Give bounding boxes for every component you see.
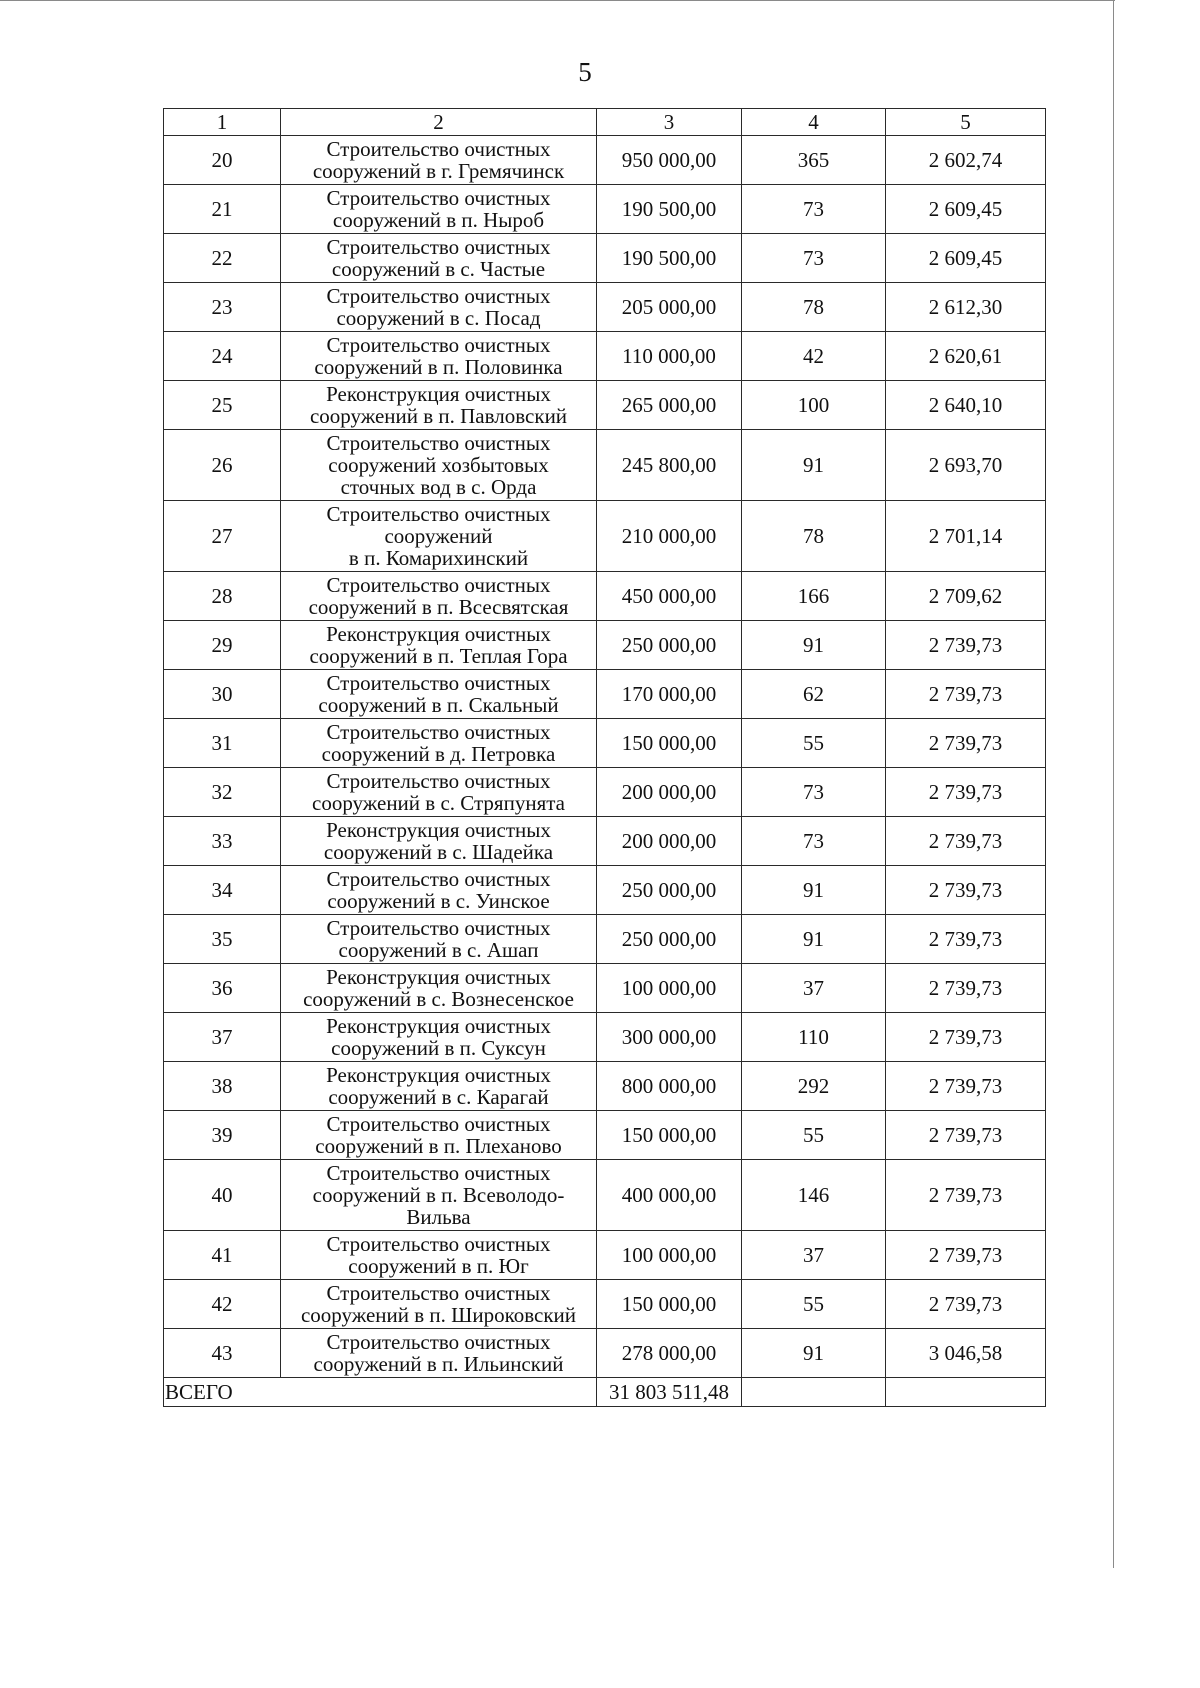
row-number-cell: 36 bbox=[164, 964, 281, 1013]
object-name-cell: Реконструкция очистных сооружений в п. Теплая Гора bbox=[281, 621, 597, 670]
column-5-value-cell: 2 701,14 bbox=[886, 501, 1046, 572]
total-row bbox=[164, 1378, 1046, 1407]
row-number-cell: 24 bbox=[164, 332, 281, 381]
column-3-value-cell: 150 000,00 bbox=[597, 1280, 742, 1329]
column-5-value-cell: 2 739,73 bbox=[886, 621, 1046, 670]
scan-edge-top bbox=[0, 0, 1115, 1]
column-5-value-cell: 2 739,73 bbox=[886, 1111, 1046, 1160]
object-name-cell: Строительство очистных сооружений в п. Юг bbox=[281, 1231, 597, 1280]
total-column-4-value bbox=[742, 1378, 886, 1407]
object-name-cell: Строительство очистных сооружений в с. Уинское bbox=[281, 866, 597, 915]
header-cell-2: 2 bbox=[281, 109, 597, 136]
row-number-cell: 23 bbox=[164, 283, 281, 332]
object-name-cell: Реконструкция очистных сооружений в с. Карагай bbox=[281, 1062, 597, 1111]
table-row bbox=[164, 1111, 1046, 1160]
row-number-cell: 39 bbox=[164, 1111, 281, 1160]
column-5-value-cell: 2 709,62 bbox=[886, 572, 1046, 621]
column-5-value-cell: 2 739,73 bbox=[886, 768, 1046, 817]
header-cell-1: 1 bbox=[164, 109, 281, 136]
column-4-value-cell: 73 bbox=[742, 768, 886, 817]
row-number-cell: 20 bbox=[164, 136, 281, 185]
row-number-cell: 28 bbox=[164, 572, 281, 621]
row-number-cell: 30 bbox=[164, 670, 281, 719]
column-3-value-cell: 950 000,00 bbox=[597, 136, 742, 185]
column-4-value-cell: 55 bbox=[742, 1111, 886, 1160]
column-3-value-cell: 250 000,00 bbox=[597, 915, 742, 964]
table-row bbox=[164, 136, 1046, 185]
column-4-value-cell: 292 bbox=[742, 1062, 886, 1111]
column-3-value-cell: 100 000,00 bbox=[597, 1231, 742, 1280]
column-4-value-cell: 73 bbox=[742, 234, 886, 283]
table-row bbox=[164, 1280, 1046, 1329]
column-4-value-cell: 78 bbox=[742, 501, 886, 572]
table-header-row bbox=[164, 109, 1046, 136]
object-name-cell: Реконструкция очистных сооружений в с. Вознесенское bbox=[281, 964, 597, 1013]
column-3-value-cell: 205 000,00 bbox=[597, 283, 742, 332]
table-row bbox=[164, 915, 1046, 964]
object-name-cell: Строительство очистных сооружений в п. Половинка bbox=[281, 332, 597, 381]
object-name-cell: Строительство очистных сооружений в п. Широковский bbox=[281, 1280, 597, 1329]
total-column-5-value bbox=[886, 1378, 1046, 1407]
table-row bbox=[164, 817, 1046, 866]
column-5-value-cell: 2 739,73 bbox=[886, 817, 1046, 866]
table-row bbox=[164, 866, 1046, 915]
row-number-cell: 40 bbox=[164, 1160, 281, 1231]
column-5-value-cell: 2 739,73 bbox=[886, 1231, 1046, 1280]
row-number-cell: 27 bbox=[164, 501, 281, 572]
column-5-value-cell: 2 739,73 bbox=[886, 915, 1046, 964]
row-number-cell: 41 bbox=[164, 1231, 281, 1280]
column-5-value-cell: 2 739,73 bbox=[886, 1062, 1046, 1111]
total-label: ВСЕГО bbox=[164, 1378, 597, 1407]
column-5-value-cell: 2 739,73 bbox=[886, 1013, 1046, 1062]
object-name-cell: Строительство очистных сооружений в п. Плеханово bbox=[281, 1111, 597, 1160]
column-5-value-cell: 3 046,58 bbox=[886, 1329, 1046, 1378]
table-row bbox=[164, 234, 1046, 283]
column-4-value-cell: 166 bbox=[742, 572, 886, 621]
column-4-value-cell: 73 bbox=[742, 185, 886, 234]
column-4-value-cell: 78 bbox=[742, 283, 886, 332]
header-cell-3: 3 bbox=[597, 109, 742, 136]
column-3-value-cell: 250 000,00 bbox=[597, 866, 742, 915]
object-name-cell: Реконструкция очистных сооружений в п. Суксун bbox=[281, 1013, 597, 1062]
row-number-cell: 43 bbox=[164, 1329, 281, 1378]
column-3-value-cell: 265 000,00 bbox=[597, 381, 742, 430]
column-5-value-cell: 2 739,73 bbox=[886, 670, 1046, 719]
row-number-cell: 31 bbox=[164, 719, 281, 768]
table-row bbox=[164, 719, 1046, 768]
column-5-value-cell: 2 609,45 bbox=[886, 234, 1046, 283]
column-3-value-cell: 400 000,00 bbox=[597, 1160, 742, 1231]
column-4-value-cell: 365 bbox=[742, 136, 886, 185]
column-3-value-cell: 110 000,00 bbox=[597, 332, 742, 381]
object-name-cell: Строительство очистных сооружений в п. Комарихинский bbox=[281, 501, 597, 572]
row-number-cell: 38 bbox=[164, 1062, 281, 1111]
table-row bbox=[164, 332, 1046, 381]
total-column-3-value: 31 803 511,48 bbox=[597, 1378, 742, 1407]
column-5-value-cell: 2 739,73 bbox=[886, 964, 1046, 1013]
column-5-value-cell: 2 739,73 bbox=[886, 1160, 1046, 1231]
column-4-value-cell: 62 bbox=[742, 670, 886, 719]
table-row bbox=[164, 283, 1046, 332]
column-4-value-cell: 100 bbox=[742, 381, 886, 430]
table-row bbox=[164, 1329, 1046, 1378]
column-3-value-cell: 190 500,00 bbox=[597, 234, 742, 283]
object-name-cell: Строительство очистных сооружений в п. Ныроб bbox=[281, 185, 597, 234]
row-number-cell: 42 bbox=[164, 1280, 281, 1329]
column-4-value-cell: 91 bbox=[742, 621, 886, 670]
column-4-value-cell: 73 bbox=[742, 817, 886, 866]
row-number-cell: 22 bbox=[164, 234, 281, 283]
column-3-value-cell: 100 000,00 bbox=[597, 964, 742, 1013]
column-3-value-cell: 150 000,00 bbox=[597, 719, 742, 768]
column-3-value-cell: 170 000,00 bbox=[597, 670, 742, 719]
column-4-value-cell: 91 bbox=[742, 430, 886, 501]
object-name-cell: Реконструкция очистных сооружений в с. Шадейка bbox=[281, 817, 597, 866]
column-5-value-cell: 2 620,61 bbox=[886, 332, 1046, 381]
table-row bbox=[164, 621, 1046, 670]
object-name-cell: Строительство очистных сооружений в с. Ашап bbox=[281, 915, 597, 964]
table-row bbox=[164, 572, 1046, 621]
table-row bbox=[164, 768, 1046, 817]
table-row bbox=[164, 964, 1046, 1013]
column-4-value-cell: 37 bbox=[742, 964, 886, 1013]
column-4-value-cell: 55 bbox=[742, 719, 886, 768]
object-name-cell: Строительство очистных сооружений хозбытовых сточных вод в с. Орда bbox=[281, 430, 597, 501]
row-number-cell: 35 bbox=[164, 915, 281, 964]
object-name-cell: Строительство очистных сооружений в п. Всеволодо- Вильва bbox=[281, 1160, 597, 1231]
row-number-cell: 25 bbox=[164, 381, 281, 430]
column-4-value-cell: 91 bbox=[742, 866, 886, 915]
column-3-value-cell: 200 000,00 bbox=[597, 817, 742, 866]
header-cell-4: 4 bbox=[742, 109, 886, 136]
column-5-value-cell: 2 612,30 bbox=[886, 283, 1046, 332]
column-4-value-cell: 42 bbox=[742, 332, 886, 381]
column-5-value-cell: 2 739,73 bbox=[886, 1280, 1046, 1329]
object-name-cell: Строительство очистных сооружений в п. Всесвятская bbox=[281, 572, 597, 621]
row-number-cell: 21 bbox=[164, 185, 281, 234]
column-5-value-cell: 2 640,10 bbox=[886, 381, 1046, 430]
object-name-cell: Строительство очистных сооружений в п. Ильинский bbox=[281, 1329, 597, 1378]
table-row bbox=[164, 381, 1046, 430]
column-4-value-cell: 110 bbox=[742, 1013, 886, 1062]
column-3-value-cell: 300 000,00 bbox=[597, 1013, 742, 1062]
table-row bbox=[164, 185, 1046, 234]
column-3-value-cell: 278 000,00 bbox=[597, 1329, 742, 1378]
column-4-value-cell: 55 bbox=[742, 1280, 886, 1329]
column-5-value-cell: 2 739,73 bbox=[886, 719, 1046, 768]
column-4-value-cell: 91 bbox=[742, 915, 886, 964]
object-name-cell: Реконструкция очистных сооружений в п. Павловский bbox=[281, 381, 597, 430]
column-4-value-cell: 37 bbox=[742, 1231, 886, 1280]
table-row bbox=[164, 430, 1046, 501]
column-5-value-cell: 2 609,45 bbox=[886, 185, 1046, 234]
row-number-cell: 37 bbox=[164, 1013, 281, 1062]
page-number: 5 bbox=[578, 57, 592, 87]
column-3-value-cell: 800 000,00 bbox=[597, 1062, 742, 1111]
table-row bbox=[164, 1160, 1046, 1231]
column-3-value-cell: 200 000,00 bbox=[597, 768, 742, 817]
table-row bbox=[164, 1013, 1046, 1062]
column-3-value-cell: 150 000,00 bbox=[597, 1111, 742, 1160]
table-row bbox=[164, 670, 1046, 719]
table-body bbox=[164, 109, 1046, 1407]
row-number-cell: 33 bbox=[164, 817, 281, 866]
column-3-value-cell: 190 500,00 bbox=[597, 185, 742, 234]
row-number-cell: 34 bbox=[164, 866, 281, 915]
column-5-value-cell: 2 602,74 bbox=[886, 136, 1046, 185]
object-name-cell: Строительство очистных сооружений в г. Гремячинск bbox=[281, 136, 597, 185]
table-row bbox=[164, 1231, 1046, 1280]
column-3-value-cell: 210 000,00 bbox=[597, 501, 742, 572]
column-3-value-cell: 250 000,00 bbox=[597, 621, 742, 670]
column-4-value-cell: 146 bbox=[742, 1160, 886, 1231]
row-number-cell: 29 bbox=[164, 621, 281, 670]
column-5-value-cell: 2 739,73 bbox=[886, 866, 1046, 915]
column-3-value-cell: 245 800,00 bbox=[597, 430, 742, 501]
row-number-cell: 32 bbox=[164, 768, 281, 817]
object-name-cell: Строительство очистных сооружений в с. Посад bbox=[281, 283, 597, 332]
header-cell-5: 5 bbox=[886, 109, 1046, 136]
object-name-cell: Строительство очистных сооружений в с. Частые bbox=[281, 234, 597, 283]
table-row bbox=[164, 1062, 1046, 1111]
object-name-cell: Строительство очистных сооружений в с. Стряпунята bbox=[281, 768, 597, 817]
row-number-cell: 26 bbox=[164, 430, 281, 501]
scan-edge-right bbox=[1113, 0, 1114, 1568]
column-4-value-cell: 91 bbox=[742, 1329, 886, 1378]
data-table bbox=[163, 108, 1046, 1407]
object-name-cell: Строительство очистных сооружений в п. Скальный bbox=[281, 670, 597, 719]
column-3-value-cell: 450 000,00 bbox=[597, 572, 742, 621]
object-name-cell: Строительство очистных сооружений в д. Петровка bbox=[281, 719, 597, 768]
table-row bbox=[164, 501, 1046, 572]
column-5-value-cell: 2 693,70 bbox=[886, 430, 1046, 501]
